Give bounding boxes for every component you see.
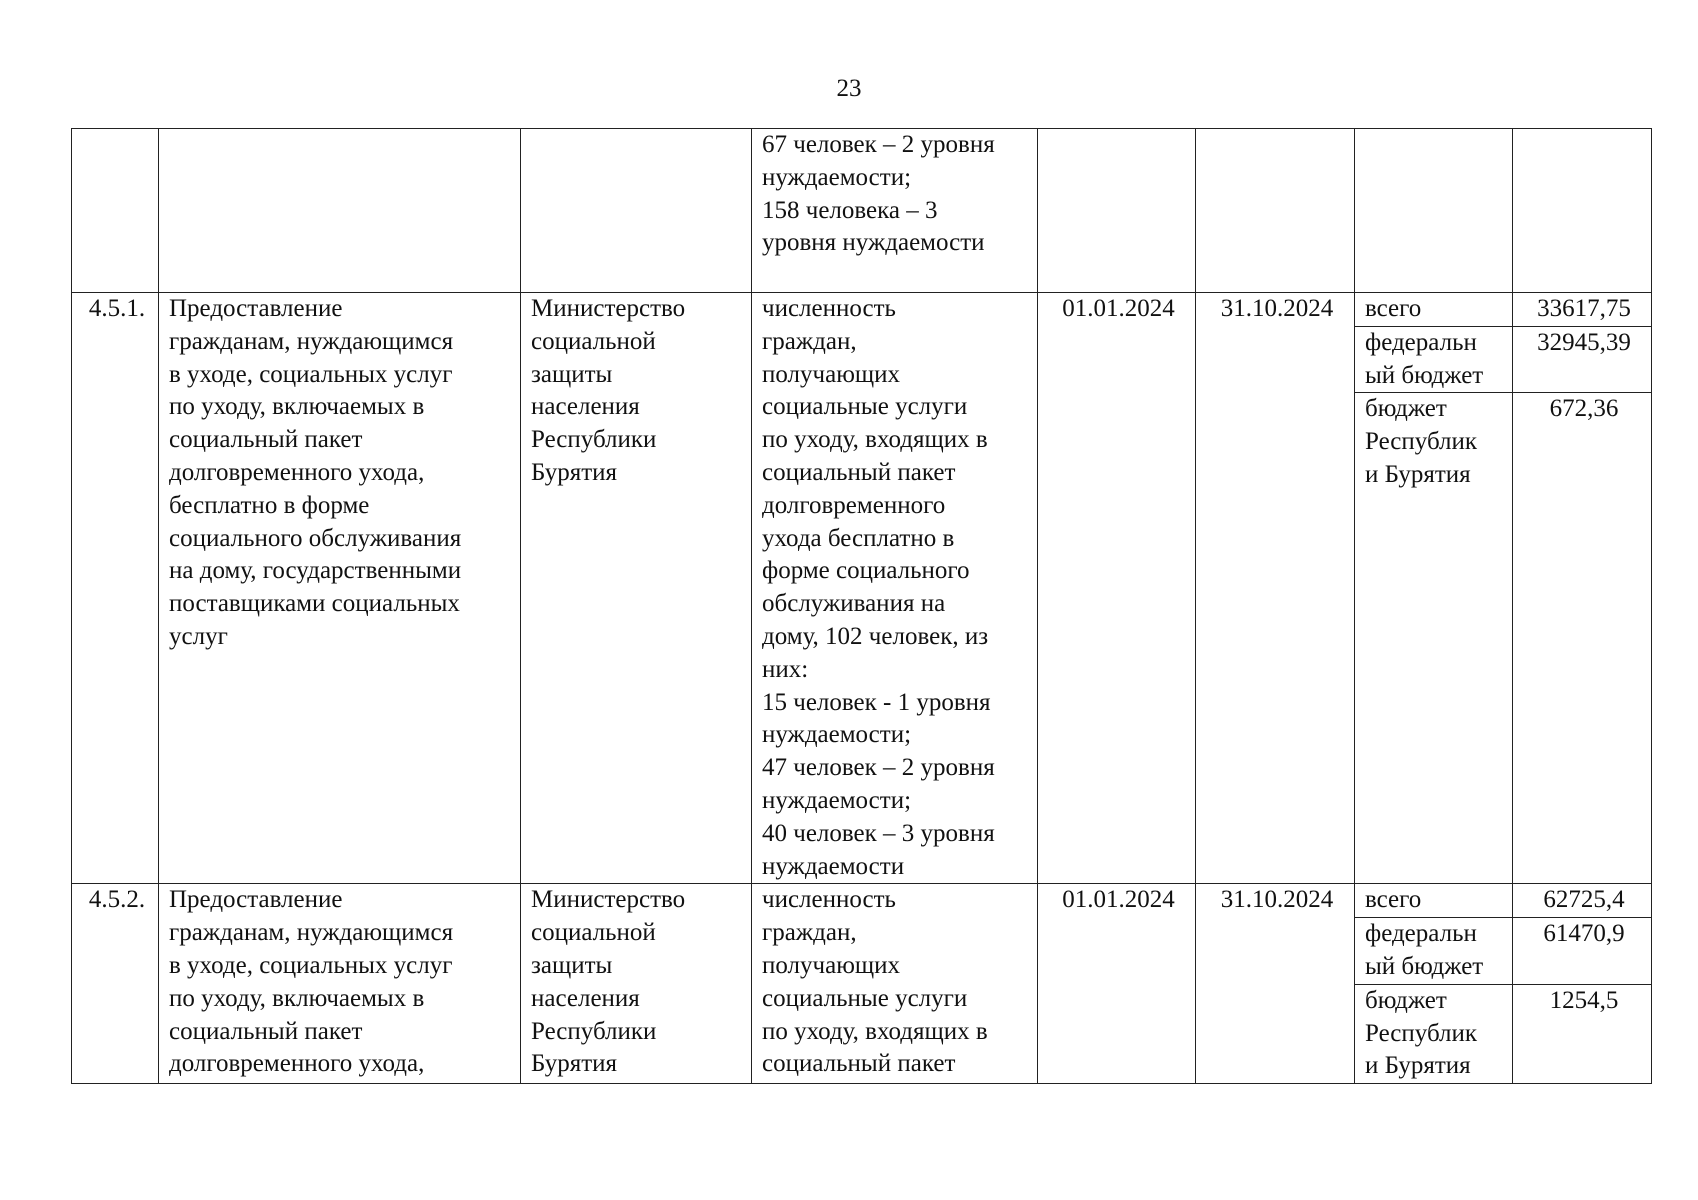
cell-funding-source: бюджет Республик и Бурятия xyxy=(1355,393,1513,884)
cell-number: 4.5.2. xyxy=(72,884,159,1084)
cell-executor: Министерство социальной защиты населения Республики Бурятия xyxy=(521,293,752,884)
cell-indicator: численность граждан, получающих социальные услуги по уходу, входящих в социальный пакет xyxy=(752,884,1038,1084)
cell-funding-amount xyxy=(1513,129,1652,293)
cell-name: Предоставление гражданам, нуждающимся в уходе, социальных услуг по уходу, включаемых в социальный пакет долговременного ухода, xyxy=(159,884,521,1084)
cell-end-date: 31.10.2024 xyxy=(1196,293,1355,884)
cell-funding-amount: 61470,9 xyxy=(1513,918,1652,985)
cell-end-date xyxy=(1196,129,1355,293)
cell-funding-amount: 672,36 xyxy=(1513,393,1652,884)
cell-funding-amount: 33617,75 xyxy=(1513,293,1652,327)
cell-name: Предоставление гражданам, нуждающимся в уходе, социальных услуг по уходу, включаемых в социальный пакет долговременного ухода, бесплатно в форме социального обслуживания на дому, государственными поставщиками социальных услуг xyxy=(159,293,521,884)
cell-funding-source: федеральн ый бюджет xyxy=(1355,918,1513,985)
cell-start-date: 01.01.2024 xyxy=(1038,293,1196,884)
cell-end-date: 31.10.2024 xyxy=(1196,884,1355,1084)
cell-executor xyxy=(521,129,752,293)
cell-funding-amount: 1254,5 xyxy=(1513,984,1652,1083)
cell-indicator: 67 человек – 2 уровня нуждаемости; 158 человека – 3 уровня нуждаемости xyxy=(752,129,1038,293)
cell-funding-source: всего xyxy=(1355,293,1513,327)
cell-indicator: численность граждан, получающих социальные услуги по уходу, входящих в социальный пакет долговременного ухода бесплатно в форме социального обслуживания на дому, 102 человек, из них: 15 человек - 1 уровня нуждаемости; 47 человек – 2 уровня нуждаемости; 40 человек – 3 уровня нуждаемости xyxy=(752,293,1038,884)
activities-table xyxy=(71,128,1652,1084)
cell-start-date: 01.01.2024 xyxy=(1038,884,1196,1084)
table-row-4-5-1 xyxy=(72,293,1652,327)
table-row-4-5-2 xyxy=(72,884,1652,918)
cell-number: 4.5.1. xyxy=(72,293,159,884)
table-row-continuation xyxy=(72,129,1652,293)
cell-funding-amount: 32945,39 xyxy=(1513,326,1652,393)
cell-funding-amount: 62725,4 xyxy=(1513,884,1652,918)
cell-executor: Министерство социальной защиты населения Республики Бурятия xyxy=(521,884,752,1084)
cell-number xyxy=(72,129,159,293)
cell-start-date xyxy=(1038,129,1196,293)
cell-funding-source xyxy=(1355,129,1513,293)
cell-funding-source: бюджет Республик и Бурятия xyxy=(1355,984,1513,1083)
cell-name xyxy=(159,129,521,293)
cell-funding-source: всего xyxy=(1355,884,1513,918)
page-number: 23 xyxy=(836,75,862,102)
cell-funding-source: федеральн ый бюджет xyxy=(1355,326,1513,393)
